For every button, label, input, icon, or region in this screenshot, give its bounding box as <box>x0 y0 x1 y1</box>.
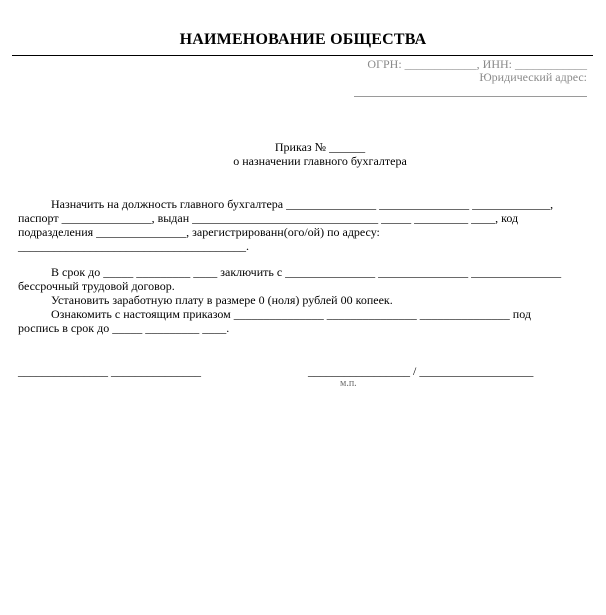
body-line-appoint: Назначить на должность главного бухгалтера _______________ _______________ _____________, <box>18 197 554 211</box>
registration-line: ОГРН: ____________, ИНН: ____________ <box>367 57 587 71</box>
organization-name: НАИМЕНОВАНИЕ ОБЩЕСТВА <box>179 31 427 48</box>
body-line-signature-deadline: роспись в срок до _____ _________ ____. <box>18 321 230 335</box>
body-line-address-blank: ______________________________________. <box>18 239 249 253</box>
body-line-acquaint: Ознакомить с настоящим приказом _______________ _______________ _______________ под <box>18 307 531 321</box>
legal-address-label: Юридический адрес: <box>479 70 587 84</box>
legal-address-blank <box>354 96 587 97</box>
body-line-contract-type: бессрочный трудовой договор. <box>18 279 175 293</box>
body-line-subdivision: подразделения _______________, зарегистрированн(ого/ой) по адресу: <box>18 225 380 239</box>
signature-right-blank: _________________ / ___________________ <box>308 364 534 378</box>
order-subject: о назначении главного бухгалтера <box>233 154 407 168</box>
body-line-contract-deadline: В срок до _____ _________ ____ заключить с _______________ _______________ _______________ <box>18 265 562 279</box>
body-line-salary: Установить заработную плату в размере 0 (ноля) рублей 00 копеек. <box>18 293 393 307</box>
order-title: Приказ № ______ <box>274 140 366 154</box>
seal-label: м.п. <box>340 378 357 389</box>
header-divider <box>12 55 593 56</box>
signature-left-blank: _______________ _______________ <box>18 364 201 378</box>
body-line-passport: паспорт _______________, выдан _______________________________ _____ _________ ____, код <box>18 211 519 225</box>
